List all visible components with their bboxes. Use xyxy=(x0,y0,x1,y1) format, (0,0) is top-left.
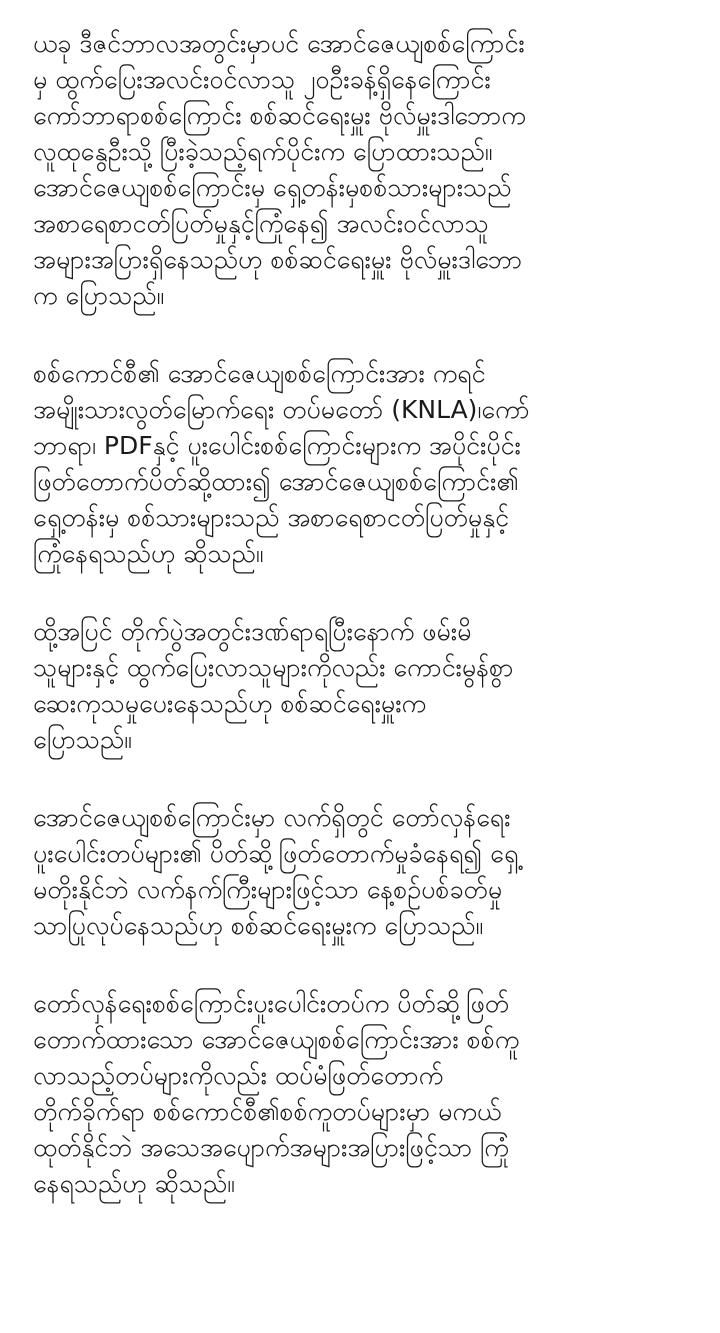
article-paragraph-1: ယခု ဒီဇင်ဘာလအတွင်းမှာပင် အောင်ဇေယျစစ်ကြောင်း မှ ထွက်ပြေးအလင်းဝင်လာသူ ၂၀ဦးခန့်ရှိနေကြောင်း ကော်ဘာရာစစ်ကြောင်း စစ်ဆင်ရေးမှူး ဗိုလ်မှူးဒါဘောက လူထုနွေဦးသို့ ပြီးခဲ့သည့်ရက်ပိုင်းက ပြောထားသည်။ အောင်ဇေယျစစ်ကြောင်းမှ ရှေ့တန်းမှစစ်သားများသည် အစာရေစာငတ်ပြတ်မှုနှင့်ကြုံနေ၍ အလင်းဝင်လာသူ အများအပြားရှိနေသည်ဟု စစ်ဆင်ရေးမှူး ဗိုလ်မှူးဒါဘော က ပြောသည်။ xyxy=(33,29,526,310)
article-paragraph-3: ထို့အပြင် တိုက်ပွဲအတွင်းဒဏ်ရာရပြီးနောက် ဖမ်းမိ သူများနှင့် ထွက်ပြေးလာသူများကိုလည်း ကောင်းမွန်စွာ ဆေးကုသမှုပေးနေသည်ဟု စစ်ဆင်ရေးမှူးက ပြောသည်။ xyxy=(33,617,514,754)
article-paragraph-2: စစ်ကောင်စီ၏ အောင်ဇေယျစစ်ကြောင်းအား ကရင် အမျိုးသားလွတ်မြောက်ရေး တပ်မတော် (KNLA)၊ကော် ဘာရာ၊ PDFနှင့် ပူးပေါင်းစစ်ကြောင်းများက အပိုင်းပိုင်း ဖြတ်တောက်ပိတ်ဆို့ထား၍ အောင်ဇေယျစစ်ကြောင်း၏ ရှေ့တန်းမှ စစ်သားများသည် အစာရေစာငတ်ပြတ်မှုနှင့် ကြုံနေရသည်ဟု ဆိုသည်။ xyxy=(33,359,530,568)
article-body xyxy=(33,26,693,1244)
article-paragraph-4: အောင်ဇေယျစစ်ကြောင်းမှာ လက်ရှိတွင် တော်လှန်ရေး ပူးပေါင်းတပ်များ၏ ပိတ်ဆို့ဖြတ်တောက်မှုခံနေရ၍ ရှေ့ မတိုးနိုင်ဘဲ လက်နက်ကြီးများဖြင့်သာ နေ့စဉ်ပစ်ခတ်မှု သာပြုလုပ်နေသည်ဟု စစ်ဆင်ရေးမှူးက ပြောသည်။ xyxy=(33,803,519,940)
article-paragraph-5: တော်လှန်ရေးစစ်ကြောင်းပူးပေါင်းတပ်က ပိတ်ဆို့ဖြတ် တောက်ထားသော အောင်ဇေယျစစ်ကြောင်းအား စစ်ကူ လာသည့်တပ်များကိုလည်း ထပ်မံဖြတ်တောက် တိုက်ခိုက်ရာ စစ်ကောင်စီ၏စစ်ကူတပ်များမှာ မကယ် ထုတ်နိုင်ဘဲ အသေအပျောက်အများအပြားဖြင့်သာ ကြုံ နေရသည်ဟု ဆိုသည်။ xyxy=(33,989,520,1198)
